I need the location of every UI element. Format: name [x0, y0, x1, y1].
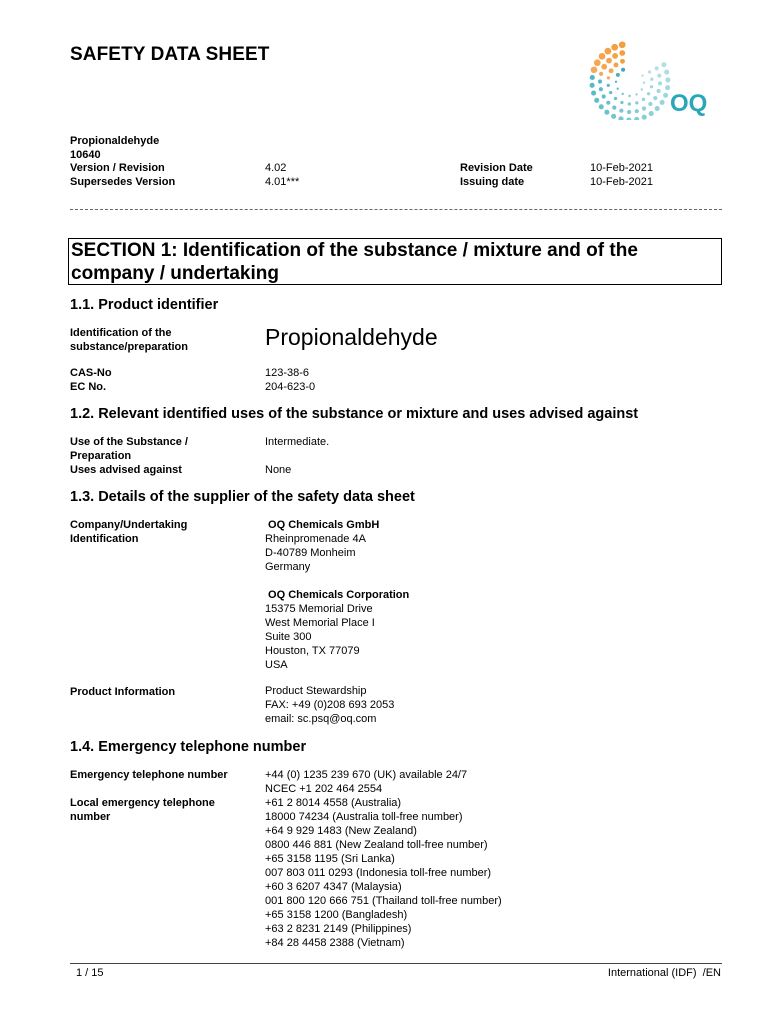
- logo-dot: [591, 91, 596, 96]
- local-phone-line: +60 3 6207 4347 (Malaysia): [265, 881, 402, 893]
- product-info-line: Product Stewardship: [265, 685, 367, 697]
- issuing-date-label: Issuing date: [460, 176, 525, 188]
- logo-dot: [620, 101, 623, 104]
- local-emergency-label-line2: number: [70, 811, 111, 823]
- oq-logo: [578, 40, 728, 120]
- product-info-email[interactable]: email: sc.psq@oq.com: [265, 713, 377, 725]
- logo-dot: [657, 74, 661, 78]
- identification-label-line1: Identification of the: [70, 327, 172, 339]
- use-label-line2: Preparation: [70, 450, 132, 462]
- logo-dot: [647, 92, 650, 95]
- logo-dot: [618, 116, 623, 120]
- local-phone-line: +63 2 8231 2149 (Philippines): [265, 923, 412, 935]
- logo-dot: [591, 66, 598, 73]
- local-phone-line: 18000 74234 (Australia toll-free number): [265, 811, 463, 823]
- company1-name: OQ Chemicals GmbH: [265, 519, 380, 531]
- issuing-date-value: 10-Feb-2021: [590, 176, 653, 188]
- logo-dot: [663, 93, 668, 98]
- logo-dot: [609, 68, 614, 73]
- subsection-1-4-heading: 1.4. Emergency telephone number: [70, 739, 307, 755]
- logo-dot: [653, 96, 657, 100]
- logo-dot: [641, 74, 643, 76]
- logo-dot: [642, 115, 647, 120]
- logo-dot: [612, 106, 616, 110]
- revision-date-value: 10-Feb-2021: [590, 162, 653, 174]
- logo-dot: [657, 89, 661, 93]
- local-phone-line: +65 3158 1195 (Sri Lanka): [265, 853, 395, 865]
- logo-dot: [642, 98, 645, 101]
- logo-dot: [635, 93, 637, 95]
- logo-dot: [648, 70, 651, 73]
- cas-value: 123-38-6: [265, 367, 310, 379]
- logo-dot: [611, 114, 616, 119]
- logo-dot: [655, 66, 659, 70]
- logo-dot: [594, 98, 599, 103]
- company1-address-line: Rheinpromenade 4A: [265, 533, 366, 545]
- logo-dot: [660, 100, 665, 105]
- oq-logo-graphic: [578, 40, 728, 120]
- local-phone-line: 007 803 011 0293 (Indonesia toll-free number): [265, 867, 492, 879]
- logo-dot: [619, 50, 625, 56]
- local-phone-line: 0800 446 881 (New Zealand toll-free number): [265, 839, 488, 851]
- logo-dot: [599, 104, 604, 109]
- section-1-title-line1: SECTION 1: Identification of the substance / mixture and of the: [71, 240, 638, 261]
- local-phone-line: +61 2 8014 4558 (Australia): [265, 797, 402, 809]
- local-phone-line: +65 3158 1200 (Bangladesh): [265, 909, 408, 921]
- logo-dot: [665, 85, 670, 90]
- emergency-phone-line: +44 (0) 1235 239 670 (UK) available 24/7: [265, 769, 468, 781]
- company2-address-line: Suite 300: [265, 631, 312, 643]
- logo-dot: [607, 76, 610, 79]
- version-label: Version / Revision: [70, 162, 165, 174]
- logo-dot: [601, 64, 607, 70]
- use-value: Intermediate.: [265, 436, 330, 448]
- logo-dot: [641, 88, 643, 90]
- logo-dot: [606, 101, 610, 105]
- company-label-line2: Identification: [70, 533, 139, 545]
- local-phone-line: 001 800 120 666 751 (Thailand toll-free number): [265, 895, 502, 907]
- company2-address-line: USA: [265, 659, 288, 671]
- logo-dot: [594, 59, 601, 66]
- logo-dot: [590, 83, 595, 88]
- logo-dot: [628, 95, 630, 97]
- logo-dot: [622, 93, 624, 95]
- header-divider: [70, 209, 722, 210]
- logo-dot: [648, 102, 652, 106]
- logo-dot: [635, 109, 639, 113]
- footer-divider: [70, 963, 722, 964]
- logo-dot: [602, 94, 606, 98]
- product-info-line: FAX: +49 (0)208 693 2053: [265, 699, 395, 711]
- subsection-1-3-heading: 1.3. Details of the supplier of the safety data sheet: [70, 489, 415, 505]
- logo-dot: [664, 70, 669, 75]
- local-emergency-label-line1: Local emergency telephone: [70, 797, 215, 809]
- supersedes-label: Supersedes Version: [70, 176, 176, 188]
- logo-dot: [626, 117, 631, 120]
- ec-label: EC No.: [70, 381, 107, 393]
- logo-dot: [604, 110, 609, 115]
- uses-advised-value: None: [265, 464, 292, 476]
- logo-dot: [635, 101, 638, 104]
- emergency-phone-line: NCEC +1 202 464 2554: [265, 783, 383, 795]
- section-1-heading-box: [68, 238, 722, 285]
- logo-dot: [650, 78, 653, 81]
- section-1-title-line2: company / undertaking: [71, 263, 279, 284]
- supersedes-value: 4.01***: [265, 176, 300, 188]
- logo-dot: [658, 81, 662, 85]
- logo-dot: [661, 62, 666, 67]
- subsection-1-1-heading: 1.1. Product identifier: [70, 297, 219, 313]
- logo-dot: [617, 88, 619, 90]
- ec-value: 204-623-0: [265, 381, 316, 393]
- logo-dot: [616, 73, 620, 77]
- local-phone-line: +84 28 4458 2388 (Vietnam): [265, 937, 405, 949]
- logo-dot: [650, 85, 653, 88]
- edition-label: International (IDF) /EN: [607, 967, 721, 979]
- logo-dot: [599, 72, 603, 76]
- substance-name: Propionaldehyde: [265, 324, 438, 350]
- logo-dot: [628, 102, 631, 105]
- emergency-phone-label: Emergency telephone number: [70, 769, 228, 781]
- logo-dot: [620, 59, 625, 64]
- meta-product: Propionaldehyde: [70, 135, 160, 147]
- uses-advised-label: Uses advised against: [70, 464, 182, 476]
- logo-dot: [612, 53, 618, 59]
- logo-dot: [590, 75, 595, 80]
- logo-dot: [606, 58, 612, 64]
- logo-dot: [605, 48, 612, 55]
- revision-date-label: Revision Date: [460, 162, 533, 174]
- logo-dot: [614, 63, 619, 68]
- subsection-1-2-heading: 1.2. Relevant identified uses of the substance or mixture and uses advised against: [70, 406, 639, 422]
- document-title: SAFETY DATA SHEET: [70, 44, 270, 65]
- logo-dot: [643, 82, 645, 84]
- oq-logo-text: OQ: [670, 90, 708, 117]
- logo-dot: [599, 87, 603, 91]
- logo-dot: [599, 53, 606, 60]
- company2-address-line: West Memorial Place I: [265, 617, 375, 629]
- logo-dot: [614, 97, 617, 100]
- logo-dot: [607, 84, 610, 87]
- use-label-line1: Use of the Substance /: [70, 436, 188, 448]
- company2-name: OQ Chemicals Corporation: [265, 589, 410, 601]
- company2-address-line: Houston, TX 77079: [265, 645, 360, 657]
- company1-address-line: Germany: [265, 561, 311, 573]
- logo-dot: [665, 77, 670, 82]
- company1-address-line: D-40789 Monheim: [265, 547, 356, 559]
- logo-dot: [642, 106, 646, 110]
- meta-code: 10640: [70, 149, 101, 161]
- logo-dot: [619, 109, 623, 113]
- logo-dot: [619, 41, 626, 48]
- local-phone-line: +64 9 929 1483 (New Zealand): [265, 825, 417, 837]
- cas-label: CAS-No: [70, 367, 112, 379]
- logo-dot: [615, 81, 617, 83]
- logo-dot: [611, 44, 618, 51]
- identification-label-line2: substance/preparation: [70, 341, 188, 353]
- company2-address-line: 15375 Memorial Drive: [265, 603, 373, 615]
- version-value: 4.02: [265, 162, 287, 174]
- logo-dot: [634, 117, 639, 120]
- logo-dot: [627, 110, 631, 114]
- product-info-label: Product Information: [70, 686, 176, 698]
- company-label-line1: Company/Undertaking: [70, 519, 188, 531]
- logo-dot: [598, 79, 602, 83]
- logo-dot: [655, 106, 660, 111]
- logo-dot: [649, 111, 654, 116]
- logo-dot: [609, 91, 612, 94]
- page-number: 1 / 15: [76, 967, 104, 979]
- logo-dot: [621, 68, 625, 72]
